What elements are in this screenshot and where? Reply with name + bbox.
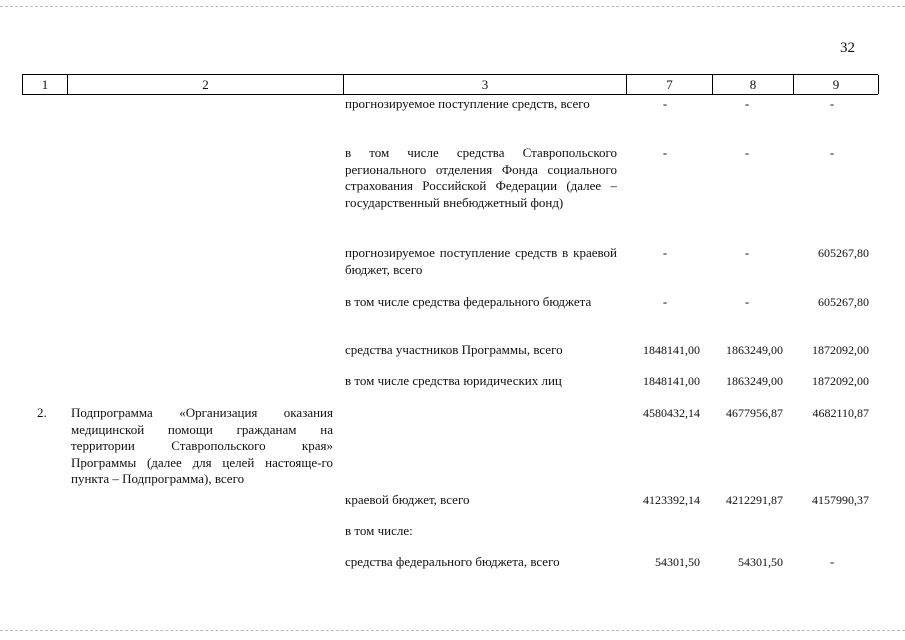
scan-line-top: [0, 6, 905, 7]
row-2-col8: -: [744, 145, 750, 160]
row-6-col7: 1848141,00: [643, 374, 700, 388]
section-2-row-1-col8: 4212291,87: [726, 493, 783, 507]
row-4-col9: 605267,80: [818, 295, 869, 309]
row-3-col9: 605267,80: [818, 246, 869, 260]
section-2-row-3-col7: 54301,50: [655, 555, 700, 569]
row-6-col8: 1863249,00: [726, 374, 783, 388]
row-2-col7: -: [662, 145, 668, 160]
row-3-col8: -: [744, 245, 750, 260]
row-1-col9: -: [829, 96, 835, 111]
row-4-col7: -: [662, 294, 668, 309]
page-number: 32: [840, 40, 855, 56]
row-3-col7: -: [662, 245, 668, 260]
section-2-row-1-col9: 4157990,37: [812, 493, 869, 507]
header-col-7: 7: [627, 75, 713, 94]
row-5-col9: 1872092,00: [812, 343, 869, 357]
row-4-col8: -: [744, 294, 750, 309]
row-5-col7: 1848141,00: [643, 343, 700, 357]
row-6-col9: 1872092,00: [812, 374, 869, 388]
section-2-number: 2.: [37, 405, 47, 420]
section-2-row-2-description: в том числе:: [345, 523, 413, 538]
row-2-col9: -: [829, 145, 835, 160]
section-2-col9: 4682110,87: [812, 406, 869, 420]
section-2-row-1-col7: 4123392,14: [643, 493, 700, 507]
row-2-description: в том числе средства Ставропольского регионального отделения Фонда социального страхования Российской Федерации (далее – государственный внебюджетный фонд): [345, 145, 617, 210]
header-col-9: 9: [794, 75, 879, 94]
row-6-description: в том числе средства юридических лиц: [345, 373, 562, 388]
section-2-col8: 4677956,87: [726, 406, 783, 420]
row-4-description: в том числе средства федерального бюджета: [345, 294, 592, 309]
header-col-3: 3: [344, 75, 627, 94]
row-5-col8: 1863249,00: [726, 343, 783, 357]
header-col-8: 8: [713, 75, 794, 94]
row-1-col7: -: [662, 96, 668, 111]
section-2-col7: 4580432,14: [643, 406, 700, 420]
section-2-row-1-description: краевой бюджет, всего: [345, 492, 470, 507]
section-2-row-3-col8: 54301,50: [738, 555, 783, 569]
header-col-1: 1: [23, 75, 68, 94]
header-col-2: 2: [68, 75, 344, 94]
section-2-row-3-col9: -: [829, 554, 835, 569]
row-1-description: прогнозируемое поступление средств, всего: [345, 96, 590, 111]
table-header: [22, 74, 878, 95]
row-5-description: средства участников Программы, всего: [345, 342, 563, 357]
row-1-col8: -: [744, 96, 750, 111]
section-2-title: Подпрограмма «Организация оказания медицинской помощи гражданам на территории Ставропольского края» Программы (далее для целей настояще-го пункта – Подпрограмма), всего: [71, 405, 333, 486]
row-3-description: прогнозируемое поступление средств в краевой бюджет, всего: [345, 245, 617, 277]
section-2-row-3-description: средства федерального бюджета, всего: [345, 554, 560, 569]
scan-line-bottom: [0, 630, 905, 631]
